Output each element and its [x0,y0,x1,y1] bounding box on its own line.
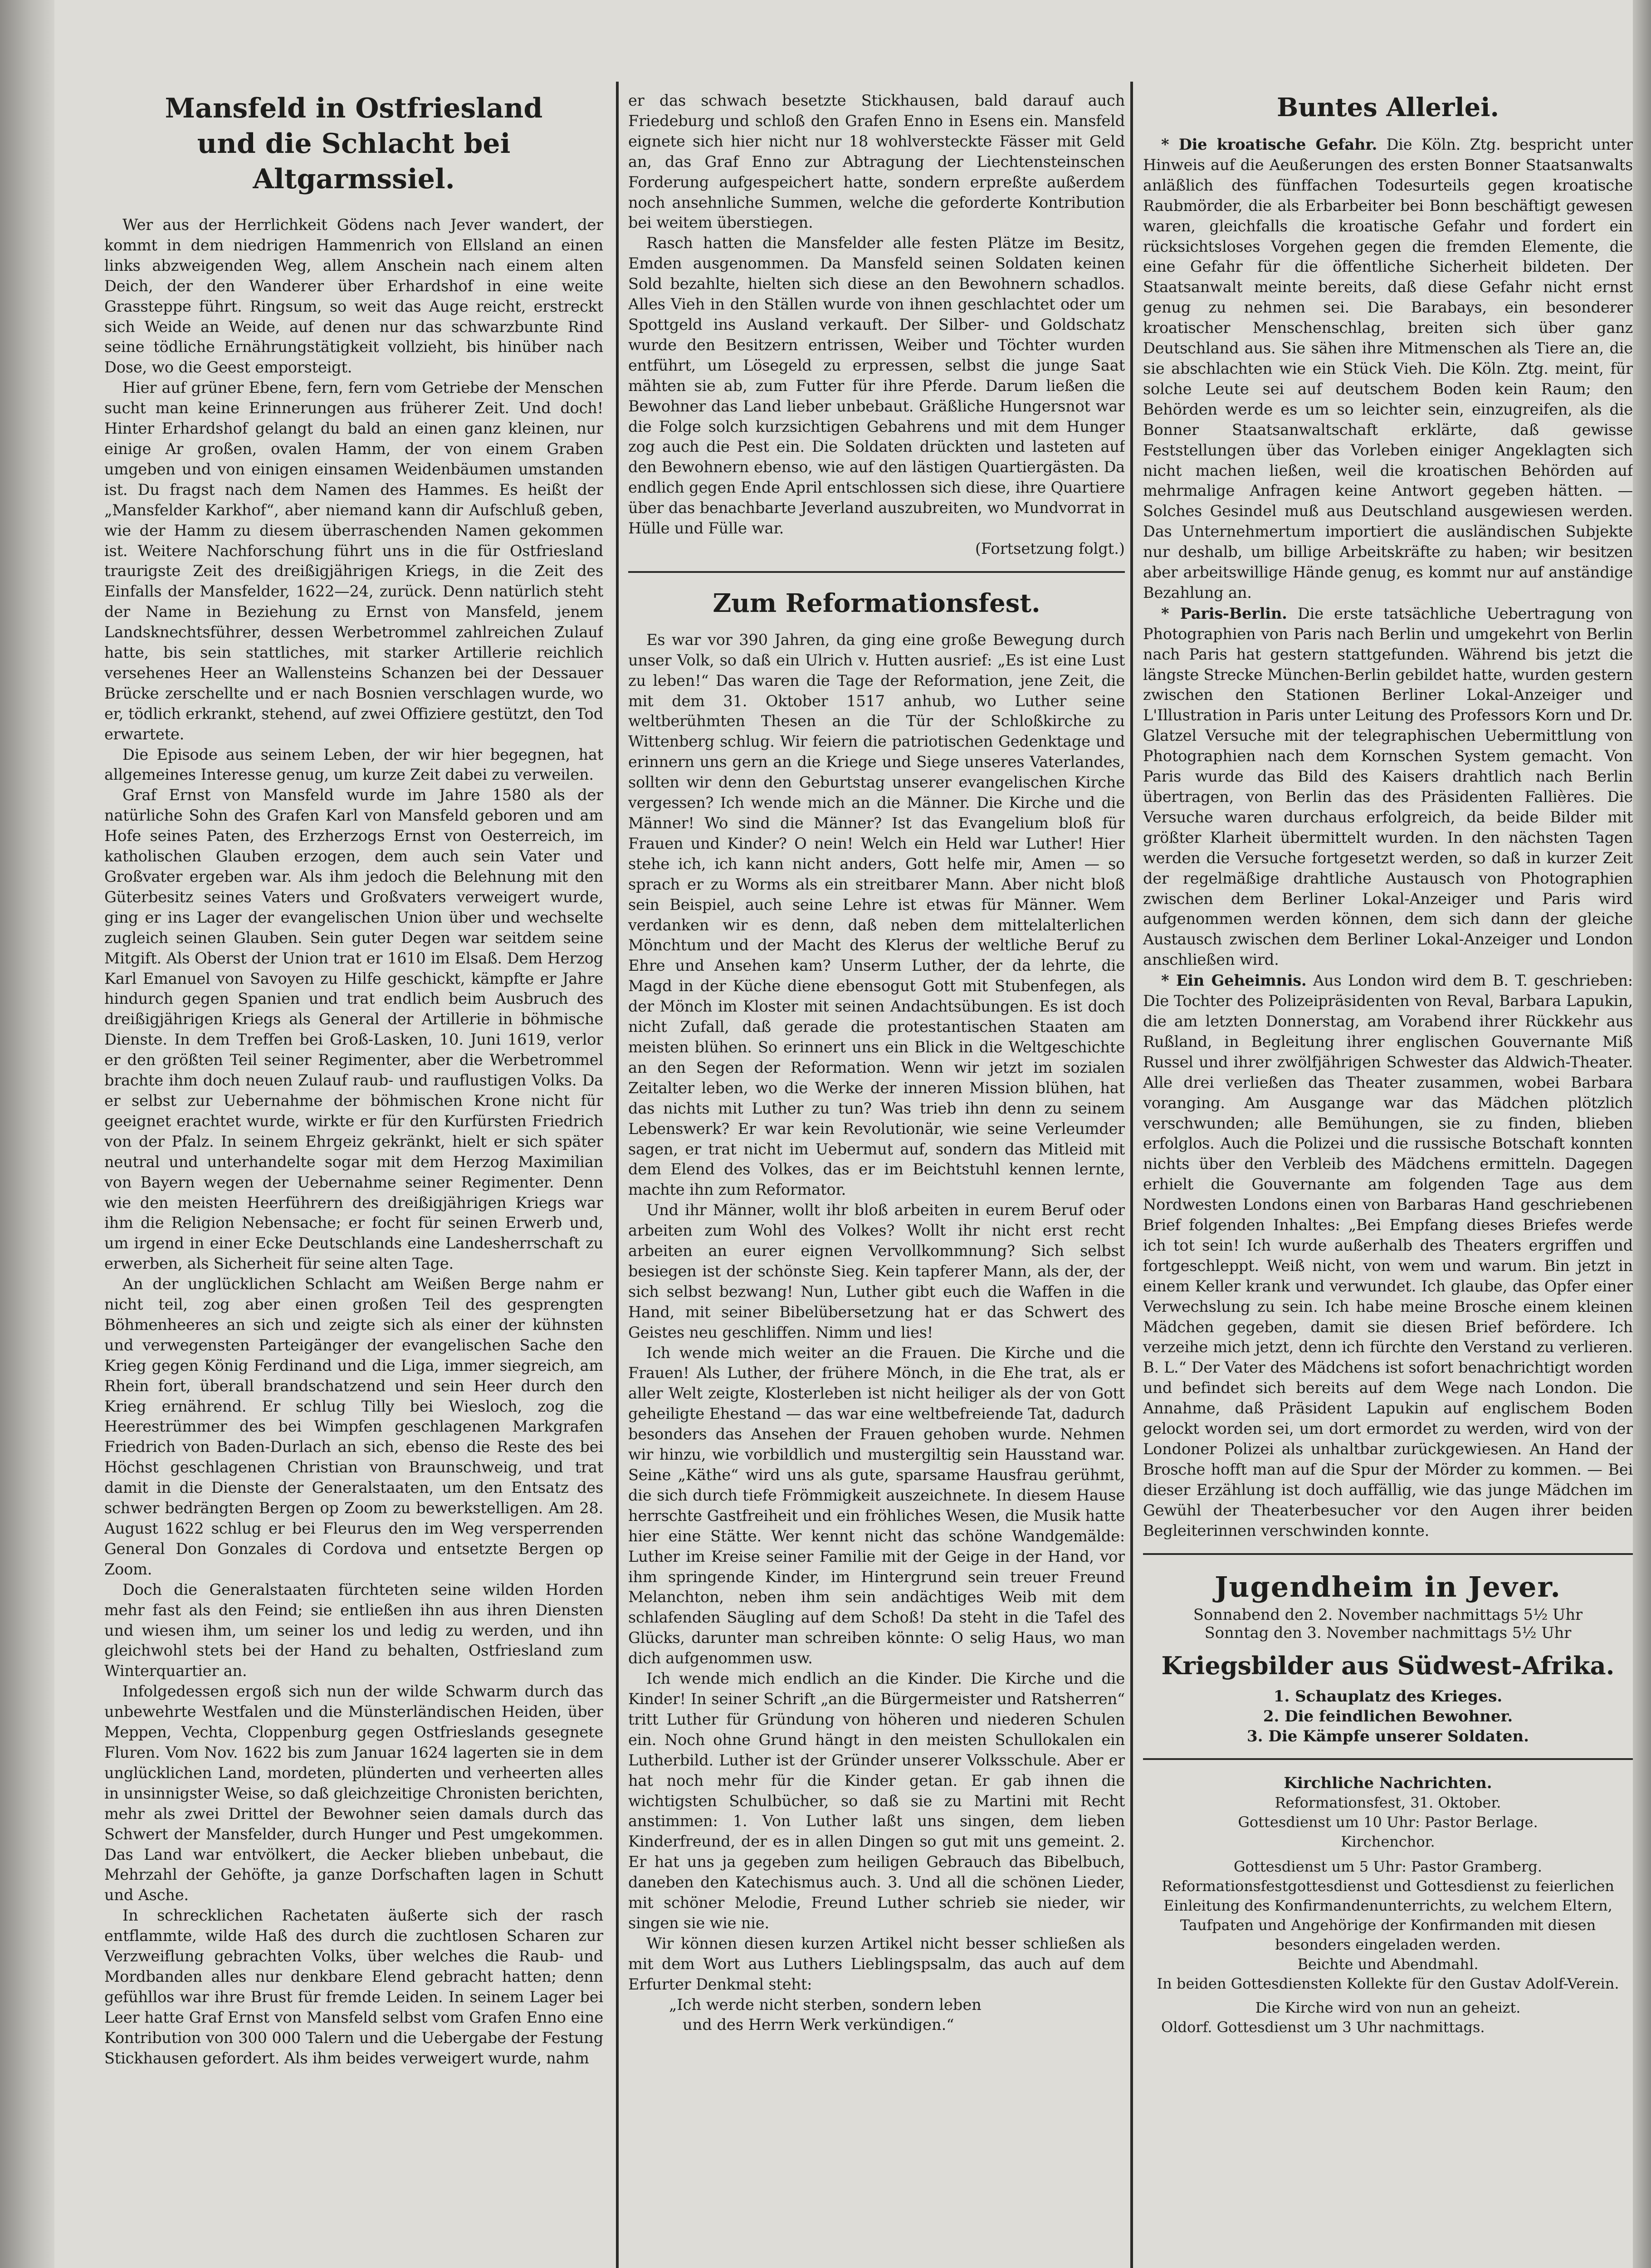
church-news-title: Kirchliche Nachrichten. [1284,1774,1492,1792]
news-heading: * Die kroatische Gefahr. [1161,135,1377,153]
column-rule-2 [1130,82,1133,2268]
ad-item: 3. Die Kämpfe unserer Soldaten. [1247,1727,1529,1745]
ad-item: 1. Schauplatz des Krieges. [1273,1687,1503,1706]
news-body: Die Köln. Ztg. bespricht unter Hinweis auf die Aeußerungen des ersten Bonner Staatsanwalts anläßlich des fünffachen Todesurteils gegen kroatische Raubmörder, die als Erbarbeiter bei Bonn beschäftigt gewesen waren, gleichfalls die kroatische Gefahr und fordert ein rücksichtsloses Vorgehen gegen die fremden Elemente, die eine Gefahr für die öffentliche Sicherheit bildeten. Der Staatsanwalt meinte bereits, daß diese Gefahr nicht ernst genug zu nehmen sei. Die Barabays, ein besonderer kroatischer Menschenschlag, breiten sich über ganz Deutschland aus. Sie sähen ihre Mitmenschen als Tiere an, die sie abschlachten wie ein Stück Vieh. Die Köln. Ztg. meint, für solche Leute sei auf deutschem Boden kein Raum; den Behörden werde es um so leichter sein, einzugreifen, als die Bonner Staatsanwaltschaft erklärte, daß gewisse Feststellungen über das Vorleben einiger Angeklagten sich nicht machen ließen, weil die kroatischen Behörden auf mehrmalige Anfragen keine Antwort gegeben hätten. — Solches Gesindel muß aus Deutschland ausgewiesen werden. Das Unternehmertum importiert die ausländischen Subjekte nur deshalb, um billige Arbeitskräfte zu haben; wir besitzen aber arbeitswillige Hände genug, es kommt nur auf anständige Bezahlung an. [1143,136,1633,601]
paragraph: Rasch hatten die Mansfelder alle festen Plätze im Besitz, Emden ausgenommen. Da Mansfeld seinen Soldaten keinen Sold bezahlte, hielten sich diese an den Bewohnern schadlos. Alles Vieh in den Ställen wurde von ihnen geschlachtet oder um Spottgeld ins Ausland verkauft. Der Silber- und Goldschatz wurde den Besitzern entrissen, Weiber und Töchter wurden entführt, um Lösegeld zu erpressen, selbst die junge Saat mähten sie ab, zum Futter für ihre Pferde. Darum ließen die Bewohner das Land lieber unbebaut. Gräßliche Hungersnot war die Folge solch kurzsichtigen Gebahrens und mit dem Hunger zog auch die Pest ein. Die Soldaten drückten und lasteten auf den Bewohnern ebenso, wie auf den lästigen Quartiergästen. Da endlich gegen Ende April entschlossen sich diese, ihre Quartiere über das benachbarte Jeverland auszubreiten, wo Mundvorrat in Hülle und Fülle war. [628,234,1125,538]
article-title-mansfeld [104,91,603,197]
church-line: Reformationsfestgottesdienst und Gottesdienst zu feierlichen Einleitung des Konfirmandenunterrichts, zu welchem Eltern, Taufpaten und Angehörige der Konfirmanden mit diesen besonders eingeladen werden. [1162,1877,1614,1953]
ad-line: Sonnabend den 2. November nachmittags 5½ Uhr [1193,1605,1583,1623]
title-line-2: und die Schlacht bei Altgarmssiel. [197,128,511,195]
church-line: Die Kirche wird von nun an geheizt. [1255,1999,1521,2016]
paragraph: Und ihr Männer, wollt ihr bloß arbeiten in eurem Beruf oder arbeiten zum Wohl des Volkes? Wollt ihr nicht erst recht arbeiten an eurer eignen Vervollkommnung? Sich selbst besiegen ist der schönste Sieg. Kein tapferer Mann, als der, der sich selbst bezwang! Nun, Luther gibt euch die Waffen in die Hand, mit seiner Bibelübersetzung hat er das Schwert des Geistes neu geschliffen. Nimm und lies! [628,1201,1125,1341]
ad-line: Sonntag den 3. November nachmittags 5½ Uhr [1204,1623,1572,1642]
continuation-note: (Fortsetzung folgt.) [975,539,1125,557]
section-divider [1143,1553,1633,1555]
section-title-buntes-allerlei: Buntes Allerlei. [1276,93,1500,122]
news-heading: * Paris-Berlin. [1161,604,1287,622]
paragraph: Ich wende mich endlich an die Kinder. Die Kirche und die Kinder! In seiner Schrift „an die Bürgermeister und Ratsherren“ tritt Luther für Gründung von höheren und niederen Schulen ein. Noch ohne Grund hängt in den meisten Schullokalen ein Lutherbild. Luther ist der Gründer unserer Volksschule. Aber er hat noch mehr für die Kinder getan. Er gab ihnen die wichtigsten Schulbücher, so daß sie zu Martini mit Recht anstimmen: 1. Von Luther laßt uns singen, dem lieben Kinderfreund, der es in allen Dingen so gut mit uns gemeint. 2. Er hat uns ja gegeben zum heiligen Gebrauch das Bibelbuch, daneben den Katechismus auch. 3. Und all die schönen Lieder, mit schöner Melodie, Freund Luther schrieb sie nieder, wir singen sie wie nie. [628,1670,1125,1932]
news-item [1143,603,1633,970]
ad-title: Jugendheim in Jever. [1215,1570,1561,1603]
church-news [1143,1774,1633,2037]
church-line: Oldorf. Gottesdienst um 3 Uhr nachmittags. [1161,2018,1485,2036]
ad-subtitle: Kriegsbilder aus Südwest-Afrika. [1161,1651,1615,1680]
section-divider [628,571,1125,573]
column-rule-1 [616,82,619,2268]
page-shadow-right [1633,0,1651,2268]
paragraph: er das schwach besetzte Stickhausen, bald darauf auch Friedeburg und schloß den Grafen Enno in Esens ein. Mansfeld eignete sich hier nicht nur 18 wohlversteckte Fässer mit Geld an, das Graf Enno zur Abtragung der Liechtensteinschen Forderung aufgespeichert hatte, sondern erpreßte außerdem noch ansehnliche Summen, welche die geforderte Kontribution bei weitem überstiegen. [628,92,1125,232]
paragraph: Es war vor 390 Jahren, da ging eine große Bewegung durch unser Volk, so daß ein Ulrich v. Hutten ausrief: „Es ist eine Lust zu leben!“ Das waren die Tage der Reformation, jene Zeit, die mit dem 31. Oktober 1517 anhub, wo Luther seine weltberühmten Thesen an die Tür der Schloßkirche zu Wittenberg schlug. Wir feiern die patriotischen Gedenktage und erinnern uns gern an die Kriege und Siege unseres Vaterlandes, sollten wir denn den Geburtstag unserer evangelischen Kirche vergessen? Ich wende mich an die Männer. Die Kirche und die Männer! Wo sind die Männer? Ist das Evangelium bloß für Frauen und Kinder? O nein! Welch ein Held war Luther! Hier stehe ich, ich kann nicht anders, Gott helfe mir, Amen — so sprach er zu Worms als ein streitbarer Mann. Aber nicht bloß sein Beispiel, auch seine Lehre ist etwas für Männer. Wem verdanken wir es denn, daß neben dem mittelalterlichen Mönchtum und der Macht des Klerus der weltliche Beruf zu Ehre und Ansehen kam? Unserm Luther, der da lehrte, die Magd in der Küche diene ebensogut Gott mit Stubenfegen, als der Mönch im Kloster mit seinen Andachtsübungen. Es ist doch nicht Zufall, daß gerade die protestantischen Staaten am meisten blühen. So erinnert uns ein Blick in die Weltgeschichte an den Segen der Reformation. Wenn wir jetzt im sozialen Zeitalter leben, wo die Werke der inneren Mission blühen, hat das nichts mit Luther zu tun? Was trieb ihn denn zu seinem Lebenswerk? Er war kein Revolutionär, wie seine Verleumder sagen, er trat nicht im Uebermut auf, sondern das Mitleid mit dem Elend des Volkes, das er im Beichtstuhl kennen lernte, machte ihn zum Reformator. [628,631,1125,1199]
advertisement-jugendheim [1143,1569,1633,1746]
church-line: In beiden Gottesdiensten Kollekte für den Gustav Adolf-Verein. [1157,1975,1619,1992]
title-line-1: Mansfeld in Ostfriesland [165,93,543,124]
church-line: Reformationsfest, 31. Oktober. [1275,1794,1501,1811]
poem-line: und des Herrn Werk verkündigen.“ [683,2016,954,2034]
paragraph: Ich wende mich weiter an die Frauen. Die Kirche und die Frauen! Als Luther, der frühere Mönch, in die Ehe trat, als er aller Welt zeigte, Klosterleben ist nicht heiliger als der von Gott geheiligte Ehestand — das war eine weltbefreiende Tat, dadurch besonders das Ansehen der Frauen gehoben wurde. Nehmen wir hinzu, wie vorbildlich und mustergiltig sein Hausstand war. Seine „Käthe“ wird uns als gute, sparsame Hausfrau gerühmt, die sich durch tiefe Frömmigkeit auszeichnete. In diesem Hause herrschte Gastfreiheit und ein fröhliches Wesen, die Musik hatte hier eine Stätte. Wer kennt nicht das schöne Wandgemälde: Luther im Kreise seiner Familie mit der Geige in der Hand, vor ihm springende Kinder, im Hintergrund sein treuer Freund Melanchton, neben ihm sein andächtiges Weib mit dem schlafenden Säugling auf dem Schoß! Da steht in die Tafel des Glücks, darunter man schreiben könnte: O selig Haus, wo man dich aufgenommen usw. [628,1344,1125,1667]
column-3 [1143,91,1633,2268]
church-line: Kirchenchor. [1341,1833,1435,1850]
page-shadow-left [0,0,54,2268]
column-1 [104,91,603,2268]
paragraph: Graf Ernst von Mansfeld wurde im Jahre 1580 als der natürliche Sohn des Grafen Karl von Mansfeld geboren und am Hofe seines Paten, des Erzherzogs Ernst von Oesterreich, im katholischen Glauben erzogen, dem auch sein Vater und Großvater ergeben war. Als ihm jedoch die Belehnung mit den Güterbesitz seines Vaters und Großvaters verweigert wurde, ging er ins Lager der evangelischen Union über und wechselte zugleich seinen Glauben. Sein guter Degen war seitdem seine Mitgift. Als Oberst der Union trat er 1610 im Elsaß. Dem Herzog Karl Emanuel von Savoyen zu Hilfe geschickt, kämpfte er Jahre hindurch gegen Spanien und trat endlich beim Ausbruch des dreißigjährigen Kriegs als General der Artillerie in böhmische Dienste. In dem Treffen bei Groß-Lasken, 10. Juni 1619, verlor er den größten Teil seiner Regimenter, aber die Werbetrommel brachte ihm doch neuen Zulauf raub- und rauflustigen Volks. Da er selbst zur Uebernahme der böhmischen Krone nicht für geeignet erachtet wurde, wirkte er für den Kurfürsten Friedrich von der Pfalz. In seinem Ehrgeiz gekränkt, hielt er sich später neutral und unterhandelte sogar mit dem Herzog Maximilian von Bayern wegen der Uebernahme seiner Regimenter. Denn wie den meisten Heerführern des dreißigjährigen Kriegs war ihm die Religion Nebensache; er focht für seinen Erwerb und, um irgend in einer Ecke Deutschlands eine Landesherrschaft zu erwerben, als Sicherheit für seine alten Tage. [104,786,603,1273]
section-divider [1143,1758,1633,1760]
church-line: Gottesdienst um 5 Uhr: Pastor Gramberg. [1234,1857,1542,1875]
paragraph: Infolgedessen ergoß sich nun der wilde Schwarm durch das unbewehrte Westfalen und die Münsterländischen Heiden, über Meppen, Vechta, Cloppenburg gegen Ostfrieslands gesegnete Fluren. Vom Nov. 1622 bis zum Januar 1624 lagerten sie in dem unglücklichen Land, mordeten, plünderten und verheerten alles in unsinnigster Weise, so daß gleichzeitige Chronisten berichten, mehr als zwei Drittel der Bewohner seien damals durch das Schwert der Mansfelder, durch Hunger und Pest umgekommen. Das Land war entvölkert, die Aecker blieben unbebaut, die Mehrzahl der Gehöfte, ja ganze Dorfschaften lagen in Schutt und Asche. [104,1682,603,1904]
column-2 [628,91,1125,2268]
church-line: Gottesdienst um 10 Uhr: Pastor Berlage. [1238,1813,1538,1831]
news-heading: * Ein Geheimnis. [1161,971,1307,990]
paragraph: Die Episode aus seinem Leben, der wir hier begegnen, hat allgemeines Interesse genug, um kurze Zeit dabei zu verweilen. [104,745,603,784]
paragraph: Doch die Generalstaaten fürchteten seine wilden Horden mehr fast als den Feind; sie entließen ihn aus ihren Diensten und wiesen ihm, um seiner los und ledig zu werden, und ihn gleichwohl stets bei der Hand zu behalten, Ostfriesland zum Winterquartier an. [104,1580,603,1680]
paragraph: Wir können diesen kurzen Artikel nicht besser schließen als mit dem Wort aus Luthers Lieblingspsalm, das auch auf dem Erfurter Denkmal steht: [628,1934,1125,1993]
paragraph: In schrecklichen Rachetaten äußerte sich der rasch entflammte, wilde Haß des durch die zuchtlosen Scharen zur Verzweiflung gebrachten Volks, über welches die Raub- und Mordbanden alles nur denkbare Elend gebracht hatten; denn gefühllos war ihre Brust für fremde Leiden. In seinem Lager bei Leer hatte Graf Ernst von Mansfeld selbst vom Grafen Enno eine Kontribution von 300 000 Talern und die Uebergabe der Festung Stickhausen gefordert. Als ihm beides verweigert wurde, nahm [104,1906,603,2067]
news-item [1143,134,1633,603]
ad-item: 2. Die feindlichen Bewohner. [1263,1707,1513,1725]
paragraph: Wer aus der Herrlichkeit Gödens nach Jever wandert, der kommt in dem niedrigen Hammenrich von Ellsland an einen links abzweigenden Weg, allem Anschein nach einem alten Deich, der den Wanderer über Erhardshof in eine weite Grassteppe führt. Ringsum, so weit das Auge reicht, erstreckt sich Weide an Weide, auf denen nur das schwarzbunte Rind seine tödliche Ernährungstätigkeit vollzieht, bis hinüber nach Dose, wo die Geest emporsteigt. [104,216,603,376]
news-body: Aus London wird dem B. T. geschrieben: Die Tochter des Polizeipräsidenten von Reval, Barbara Lapukin, die am letzten Donnerstag, am Vorabend ihrer Rückkehr aus Rußland, in Begleitung ihrer englischen Gouvernante Miß Russel und ihrer zwölfjährigen Schwester das Aldwich-Theater. Alle drei verließen das Theater zusammen, wobei Barbara voranging. Am Ausgange war das Mädchen plötzlich verschwunden; alle Bemühungen, sie zu finden, blieben erfolglos. Auch die Polizei und die russische Botschaft konnten nichts über den Verbleib des Mädchens ermitteln. Dagegen erhielt die Gouvernante am folgenden Tage aus dem Nordwesten Londons einen von Barbaras Hand geschriebenen Brief folgenden Inhaltes: „Bei Empfang dieses Briefes werde ich tot sein! Ich wurde außerhalb des Theaters ergriffen und fortgeschleppt. Weiß nicht, von wem und warum. Bin jetzt in einem Keller krank und verwundet. Ich glaube, das Opfer einer Verwechslung zu sein. Ich habe meine Brosche einem kleinen Mädchen gegeben, damit sie diesen Brief befördere. Ich verzeihe mich jetzt, denn ich fürchte den Verstand zu verlieren. B. L.“ Der Vater des Mädchens ist sofort benachrichtigt worden und befindet sich bereits auf dem Wege nach London. Die Annahme, daß Präsident Lapukin auf englischem Boden gelockt worden sei, um dort ermordet zu werden, wird von der Londoner Polizei als unhaltbar zurückgewiesen. An Hand der Brosche hofft man auf die Spur der Mörder zu kommen. — Bei dieser Erzählung ist doch auffällig, wie das junge Mädchen im Gewühl der Theaterbesucher vor den Augen ihrer beiden Begleiterinnen verschwinden konnte. [1143,972,1633,1540]
poem-line: „Ich werde nicht sterben, sondern leben [669,1995,982,2014]
paragraph: An der unglücklichen Schlacht am Weißen Berge nahm er nicht teil, zog aber einen großen Teil des gesprengten Böhmenheeres an sich und zeigte sich als einer der kühnsten und verwegensten Parteigänger der evangelischen Sache den Krieg gegen König Ferdinand und die Liga, immer siegreich, am Rhein fort, überall brandschatzend und sein Heer durch den Krieg ernährend. Er schlug Tilly bei Wiesloch, zog die Heerestrümmer des bei Wimpfen geschlagenen Markgrafen Friedrich von Baden-Durlach an sich, ebenso die Reste des bei Höchst geschlagenen Christian von Braunschweig, und trat damit in die Dienste der Generalstaaten, um den Entsatz des schwer bedrängten Bergen op Zoom zu bewerkstelligen. Am 28. August 1622 schlug er bei Fleurus den im Weg versperrenden General Don Gonzales di Cordova und entsetzte Bergen op Zoom. [104,1275,603,1578]
news-body: Die erste tatsächliche Uebertragung von Photographien von Paris nach Berlin und umgekehrt von Berlin nach Paris hat gestern stattgefunden. Während bis jetzt die längste Strecke München-Berlin gebildet hatte, wurden gestern zwischen den Stationen Berliner Lokal-Anzeiger und L'Illustration in Paris unter Leitung des Professors Korn und Dr. Glatzel Versuche mit der telegraphischen Uebermittlung von Photographien nach dem Kornschen System gemacht. Von Paris wurde das Bild des Kaisers drahtlich nach Berlin übertragen, von Berlin das des Präsidenten Fallières. Die Versuche waren durchaus erfolgreich, da beide Bilder mit größter Klarheit übermittelt wurden. In den nächsten Tagen werden die Versuche fortgesetzt werden, so daß in kurzer Zeit der regelmäßige drahtliche Austausch von Photographien zwischen dem Berliner Lokal-Anzeiger und Paris wird aufgenommen werden können, dem sich dann der gleiche Austausch zwischen dem Berliner Lokal-Anzeiger und London anschließen wird. [1143,604,1633,969]
paragraph: Hier auf grüner Ebene, fern, fern vom Getriebe der Menschen sucht man keine Erinnerungen aus früherer Zeit. Und doch! Hinter Erhardshof gelangt du bald an einen ganz kleinen, nur einige Ar großen, ovalen Hamm, der von einem Graben umgeben und von einigen einsamen Weidenbäumen umstanden ist. Du fragst nach dem Namen des Hammes. Es heißt der „Mansfelder Karkhof“, aber niemand kann dir Aufschluß geben, wie der Hamm zu diesem überraschenden Namen gekommen ist. Weitere Nachforschung führt uns in die für Ostfriesland traurigste Zeit des dreißigjährigen Kriegs, in die Zeit des Einfalls der Mansfelder, 1622—24, zurück. Denn natürlich steht der Name in Beziehung zu Ernst von Mansfeld, jenem Landsknechtsführer, dessen Werbetrommel zahlreichen Zulauf hatte, bis sein stattliches, mit starker Artillerie reichlich versehenes Heer an Wallensteins Schanzen bei der Dessauer Brücke zerschellte und er nach Bosnien verschlagen wurde, wo er, tödlich erkrankt, stehend, auf zwei Offiziere gestützt, den Tod erwartete. [104,379,603,743]
poem-quote [628,1995,1125,2036]
church-line: Beichte und Abendmahl. [1297,1955,1479,1973]
news-item [1143,970,1633,1541]
article-title-reformation: Zum Reformationsfest. [713,588,1040,618]
